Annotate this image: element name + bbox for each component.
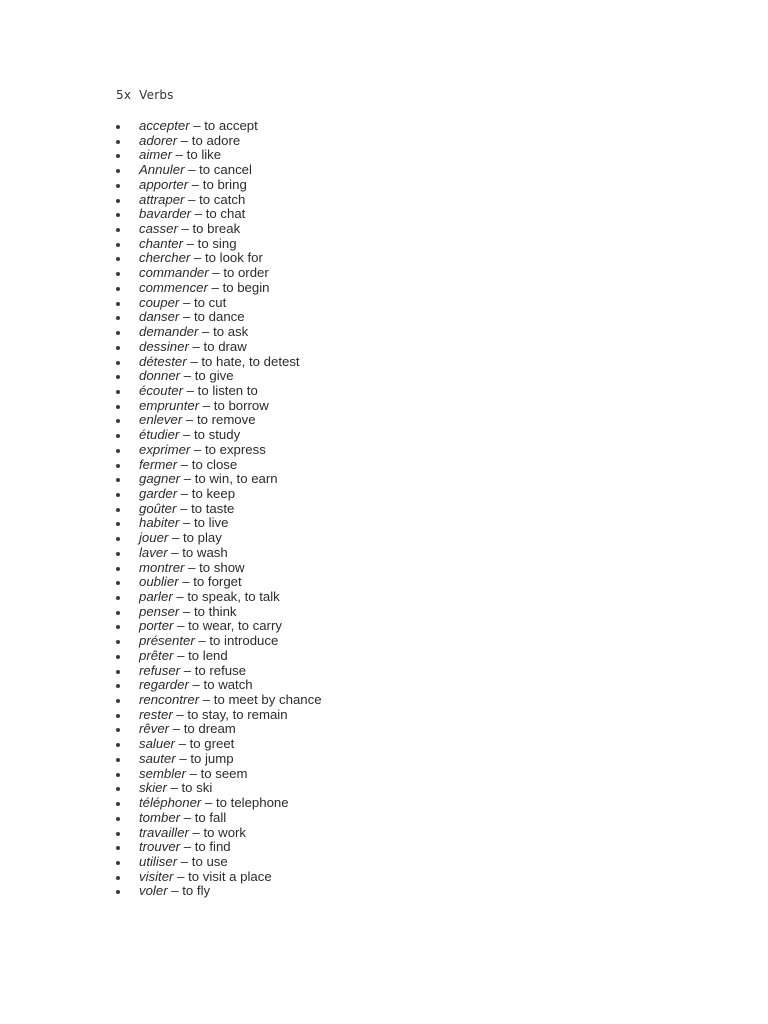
separator: –: [189, 118, 205, 133]
separator: –: [180, 368, 195, 384]
french-verb: gagner: [139, 471, 181, 487]
bullet-icon: [116, 802, 120, 806]
list-item: [116, 722, 322, 737]
english-translation: to look for: [204, 250, 263, 266]
bullet-icon: [116, 728, 120, 732]
list-item: [116, 546, 322, 561]
separator: –: [176, 500, 192, 516]
english-translation: to remove: [196, 412, 256, 428]
french-verb: accepter: [139, 118, 190, 133]
english-translation: to speak, to talk: [187, 589, 280, 604]
list-item: [116, 443, 322, 458]
french-verb: goûter: [139, 500, 177, 516]
separator: –: [207, 279, 223, 295]
list-item: [116, 134, 322, 149]
english-translation: to wash: [182, 544, 228, 560]
french-verb: montrer: [139, 559, 185, 575]
separator: –: [179, 294, 194, 310]
separator: –: [167, 883, 183, 899]
french-verb: oublier: [139, 574, 179, 590]
english-translation: to greet: [189, 736, 235, 752]
bullet-icon: [116, 331, 120, 335]
english-translation: to cut: [194, 294, 227, 310]
english-translation: to refuse: [194, 662, 247, 678]
list-item: [116, 237, 322, 252]
list-item: [116, 296, 322, 311]
bullet-icon: [116, 449, 120, 453]
separator: –: [182, 412, 197, 428]
french-verb: dessiner: [139, 338, 189, 354]
list-item: [116, 767, 322, 782]
bullet-icon: [116, 743, 120, 747]
french-verb: enlever: [139, 412, 183, 428]
french-verb: détester: [139, 353, 187, 369]
document-title: 5x Verbs: [116, 88, 174, 102]
list-item: [116, 207, 322, 222]
separator: –: [179, 603, 194, 619]
list-item: [116, 590, 322, 605]
bullet-icon: [116, 567, 120, 571]
bullet-icon: [116, 817, 120, 821]
bullet-icon: [116, 243, 120, 247]
english-translation: to wear, to carry: [188, 618, 282, 634]
bullet-icon: [116, 257, 120, 261]
separator: –: [190, 250, 205, 266]
english-translation: to sing: [197, 235, 237, 251]
list-item: [116, 458, 322, 473]
english-translation: to ski: [181, 780, 213, 796]
list-item: [116, 561, 322, 576]
french-verb: étudier: [139, 427, 180, 443]
french-verb: attraper: [139, 191, 185, 207]
bullet-icon: [116, 346, 120, 350]
separator: –: [168, 530, 183, 546]
separator: –: [175, 750, 191, 766]
english-translation: to hate, to detest: [201, 353, 300, 369]
separator: –: [201, 795, 216, 811]
separator: –: [180, 471, 195, 487]
french-verb: fermer: [139, 456, 178, 472]
french-verb: saluer: [139, 736, 175, 752]
bullet-icon: [116, 272, 120, 276]
bullet-icon: [116, 213, 120, 217]
english-translation: to live: [194, 515, 229, 531]
separator: –: [191, 206, 206, 222]
english-translation: to fall: [194, 809, 227, 825]
bullet-icon: [116, 773, 120, 777]
french-verb: prêter: [139, 647, 174, 663]
bullet-icon: [116, 876, 120, 880]
list-item: [116, 634, 322, 649]
list-item: [116, 266, 322, 281]
bullet-icon: [116, 787, 120, 791]
french-verb: emprunter: [139, 397, 200, 413]
french-verb: sauter: [139, 750, 176, 766]
french-verb: voler: [139, 883, 168, 899]
english-translation: to watch: [203, 677, 253, 693]
separator: –: [172, 706, 188, 722]
french-verb: visiter: [139, 868, 174, 884]
list-item: [116, 251, 322, 266]
bullet-icon: [116, 581, 120, 585]
bullet-icon: [116, 890, 120, 894]
english-translation: to win, to earn: [194, 471, 278, 487]
list-item: [116, 119, 322, 134]
french-verb: tomber: [139, 809, 181, 825]
english-translation: to meet by chance: [213, 692, 322, 708]
english-translation: to seem: [200, 765, 248, 781]
list-item: [116, 516, 322, 531]
separator: –: [188, 338, 204, 354]
separator: –: [173, 618, 189, 634]
bullet-icon: [116, 287, 120, 291]
separator: –: [180, 809, 195, 825]
separator: –: [198, 324, 214, 340]
french-verb: demander: [139, 324, 199, 340]
separator: –: [179, 309, 194, 325]
list-item: [116, 472, 322, 487]
bullet-icon: [116, 655, 120, 659]
list-item: [116, 678, 322, 693]
french-verb: rencontrer: [139, 692, 200, 708]
french-verb: Annuler: [139, 162, 185, 178]
english-translation: to use: [191, 853, 228, 869]
english-translation: to bring: [202, 176, 247, 192]
list-item: [116, 531, 322, 546]
separator: –: [180, 662, 195, 678]
separator: –: [183, 382, 198, 398]
french-verb: chercher: [139, 250, 191, 266]
french-verb: porter: [139, 618, 174, 634]
separator: –: [177, 853, 192, 869]
french-verb: téléphoner: [139, 795, 202, 811]
separator: –: [177, 132, 192, 148]
list-item: [116, 649, 322, 664]
separator: –: [190, 441, 205, 457]
french-verb: bavarder: [139, 206, 192, 222]
english-translation: to find: [194, 839, 231, 855]
french-verb: refuser: [139, 662, 181, 678]
english-translation: to close: [191, 456, 238, 472]
bullet-icon: [116, 140, 120, 144]
french-verb: rêver: [139, 721, 170, 737]
list-item: [116, 413, 322, 428]
list-item: [116, 693, 322, 708]
bullet-icon: [116, 522, 120, 526]
french-verb: apporter: [139, 176, 189, 192]
french-verb: adorer: [139, 132, 178, 148]
list-item: [116, 487, 322, 502]
separator: –: [188, 176, 203, 192]
english-translation: to jump: [190, 750, 234, 766]
bullet-icon: [116, 846, 120, 850]
english-translation: to draw: [203, 338, 247, 354]
french-verb: couper: [139, 294, 180, 310]
separator: –: [173, 868, 189, 884]
separator: –: [188, 824, 204, 840]
bullet-icon: [116, 640, 120, 644]
list-item: [116, 796, 322, 811]
bullet-icon: [116, 199, 120, 203]
english-translation: to fly: [182, 883, 211, 899]
list-item: [116, 325, 322, 340]
english-translation: to study: [194, 427, 241, 443]
separator: –: [173, 647, 189, 663]
english-translation: to begin: [222, 279, 270, 295]
french-verb: trouver: [139, 839, 181, 855]
bullet-icon: [116, 302, 120, 306]
english-translation: to listen to: [197, 382, 258, 398]
list-item: [116, 355, 322, 370]
english-translation: to introduce: [209, 633, 279, 649]
french-verb: commander: [139, 265, 209, 281]
bullet-icon: [116, 184, 120, 188]
bullet-icon: [116, 552, 120, 556]
bullet-icon: [116, 625, 120, 629]
list-item: [116, 163, 322, 178]
list-item: [116, 840, 322, 855]
separator: –: [177, 221, 193, 237]
english-translation: to chat: [205, 206, 246, 222]
english-translation: to lend: [188, 647, 228, 663]
separator: –: [178, 574, 194, 590]
list-item: [116, 708, 322, 723]
bullet-icon: [116, 478, 120, 482]
separator: –: [184, 559, 200, 575]
list-item: [116, 752, 322, 767]
list-item: [116, 428, 322, 443]
french-verb: sembler: [139, 765, 186, 781]
bullet-icon: [116, 832, 120, 836]
english-translation: to dream: [183, 721, 236, 737]
list-item: [116, 884, 322, 899]
english-translation: to adore: [191, 132, 241, 148]
verb-list: [116, 119, 322, 899]
english-translation: to catch: [199, 191, 246, 207]
english-translation: to play: [183, 530, 222, 546]
bullet-icon: [116, 390, 120, 394]
french-verb: parler: [139, 589, 173, 604]
bullet-icon: [116, 611, 120, 615]
bullet-icon: [116, 405, 120, 409]
separator: –: [174, 736, 190, 752]
list-item: [116, 811, 322, 826]
bullet-icon: [116, 228, 120, 232]
english-translation: to dance: [194, 309, 245, 325]
bullet-icon: [116, 316, 120, 320]
list-item: [116, 340, 322, 355]
english-translation: to forget: [193, 574, 242, 590]
list-item: [116, 178, 322, 193]
english-translation: to keep: [191, 485, 236, 501]
english-translation: to stay, to remain: [187, 706, 288, 722]
french-verb: aimer: [139, 147, 172, 163]
separator: –: [184, 162, 200, 178]
bullet-icon: [116, 684, 120, 688]
bullet-icon: [116, 125, 120, 129]
list-item: [116, 148, 322, 163]
bullet-icon: [116, 861, 120, 865]
separator: –: [194, 633, 210, 649]
bullet-icon: [116, 758, 120, 762]
bullet-icon: [116, 434, 120, 438]
french-verb: rester: [139, 706, 173, 722]
list-item: [116, 502, 322, 517]
separator: –: [186, 353, 202, 369]
french-verb: utiliser: [139, 853, 178, 869]
separator: –: [167, 544, 183, 560]
list-item: [116, 664, 322, 679]
french-verb: travailler: [139, 824, 189, 840]
separator: –: [177, 485, 192, 501]
english-translation: to borrow: [213, 397, 269, 413]
french-verb: danser: [139, 309, 180, 325]
bullet-icon: [116, 375, 120, 379]
list-item: [116, 310, 322, 325]
english-translation: to show: [199, 559, 245, 575]
french-verb: jouer: [139, 530, 169, 546]
bullet-icon: [116, 361, 120, 365]
bullet-icon: [116, 596, 120, 600]
separator: –: [166, 780, 182, 796]
separator: –: [199, 692, 214, 708]
separator: –: [183, 235, 198, 251]
french-verb: présenter: [139, 633, 195, 649]
english-translation: to telephone: [216, 795, 289, 811]
list-item: [116, 826, 322, 841]
bullet-icon: [116, 419, 120, 423]
english-translation: to taste: [191, 500, 235, 516]
list-item: [116, 619, 322, 634]
bullet-icon: [116, 169, 120, 173]
list-item: [116, 399, 322, 414]
list-item: [116, 222, 322, 237]
bullet-icon: [116, 537, 120, 541]
list-item: [116, 737, 322, 752]
french-verb: regarder: [139, 677, 189, 693]
english-translation: to cancel: [199, 162, 252, 178]
french-verb: écouter: [139, 382, 183, 398]
english-translation: to give: [194, 368, 234, 384]
separator: –: [184, 191, 200, 207]
english-translation: to break: [192, 221, 241, 237]
list-item: [116, 855, 322, 870]
bullet-icon: [116, 464, 120, 468]
french-verb: laver: [139, 544, 168, 560]
bullet-icon: [116, 714, 120, 718]
french-verb: skier: [139, 780, 167, 796]
separator: –: [172, 589, 188, 604]
english-translation: to express: [204, 441, 266, 457]
separator: –: [180, 839, 195, 855]
list-item: [116, 369, 322, 384]
separator: –: [185, 765, 201, 781]
french-verb: commencer: [139, 279, 208, 295]
french-verb: chanter: [139, 235, 183, 251]
separator: –: [171, 147, 187, 163]
list-item: [116, 870, 322, 885]
bullet-icon: [116, 699, 120, 703]
english-translation: to like: [186, 147, 222, 163]
english-translation: to think: [194, 603, 237, 619]
list-item: [116, 605, 322, 620]
bullet-icon: [116, 154, 120, 158]
english-translation: to work: [203, 824, 247, 840]
french-verb: habiter: [139, 515, 180, 531]
bullet-icon: [116, 508, 120, 512]
list-item: [116, 281, 322, 296]
french-verb: exprimer: [139, 441, 191, 457]
separator: –: [179, 515, 194, 531]
separator: –: [179, 427, 194, 443]
list-item: [116, 781, 322, 796]
list-item: [116, 193, 322, 208]
separator: –: [188, 677, 204, 693]
english-translation: to visit a place: [188, 868, 272, 884]
french-verb: penser: [139, 603, 180, 619]
french-verb: garder: [139, 485, 178, 501]
english-translation: to accept: [204, 118, 258, 133]
english-translation: to order: [223, 265, 269, 281]
separator: –: [199, 397, 214, 413]
list-item: [116, 575, 322, 590]
french-verb: casser: [139, 221, 178, 237]
french-verb: donner: [139, 368, 181, 384]
bullet-icon: [116, 493, 120, 497]
english-translation: to ask: [213, 324, 249, 340]
separator: –: [208, 265, 224, 281]
list-item: [116, 384, 322, 399]
separator: –: [177, 456, 192, 472]
bullet-icon: [116, 670, 120, 674]
separator: –: [169, 721, 184, 737]
